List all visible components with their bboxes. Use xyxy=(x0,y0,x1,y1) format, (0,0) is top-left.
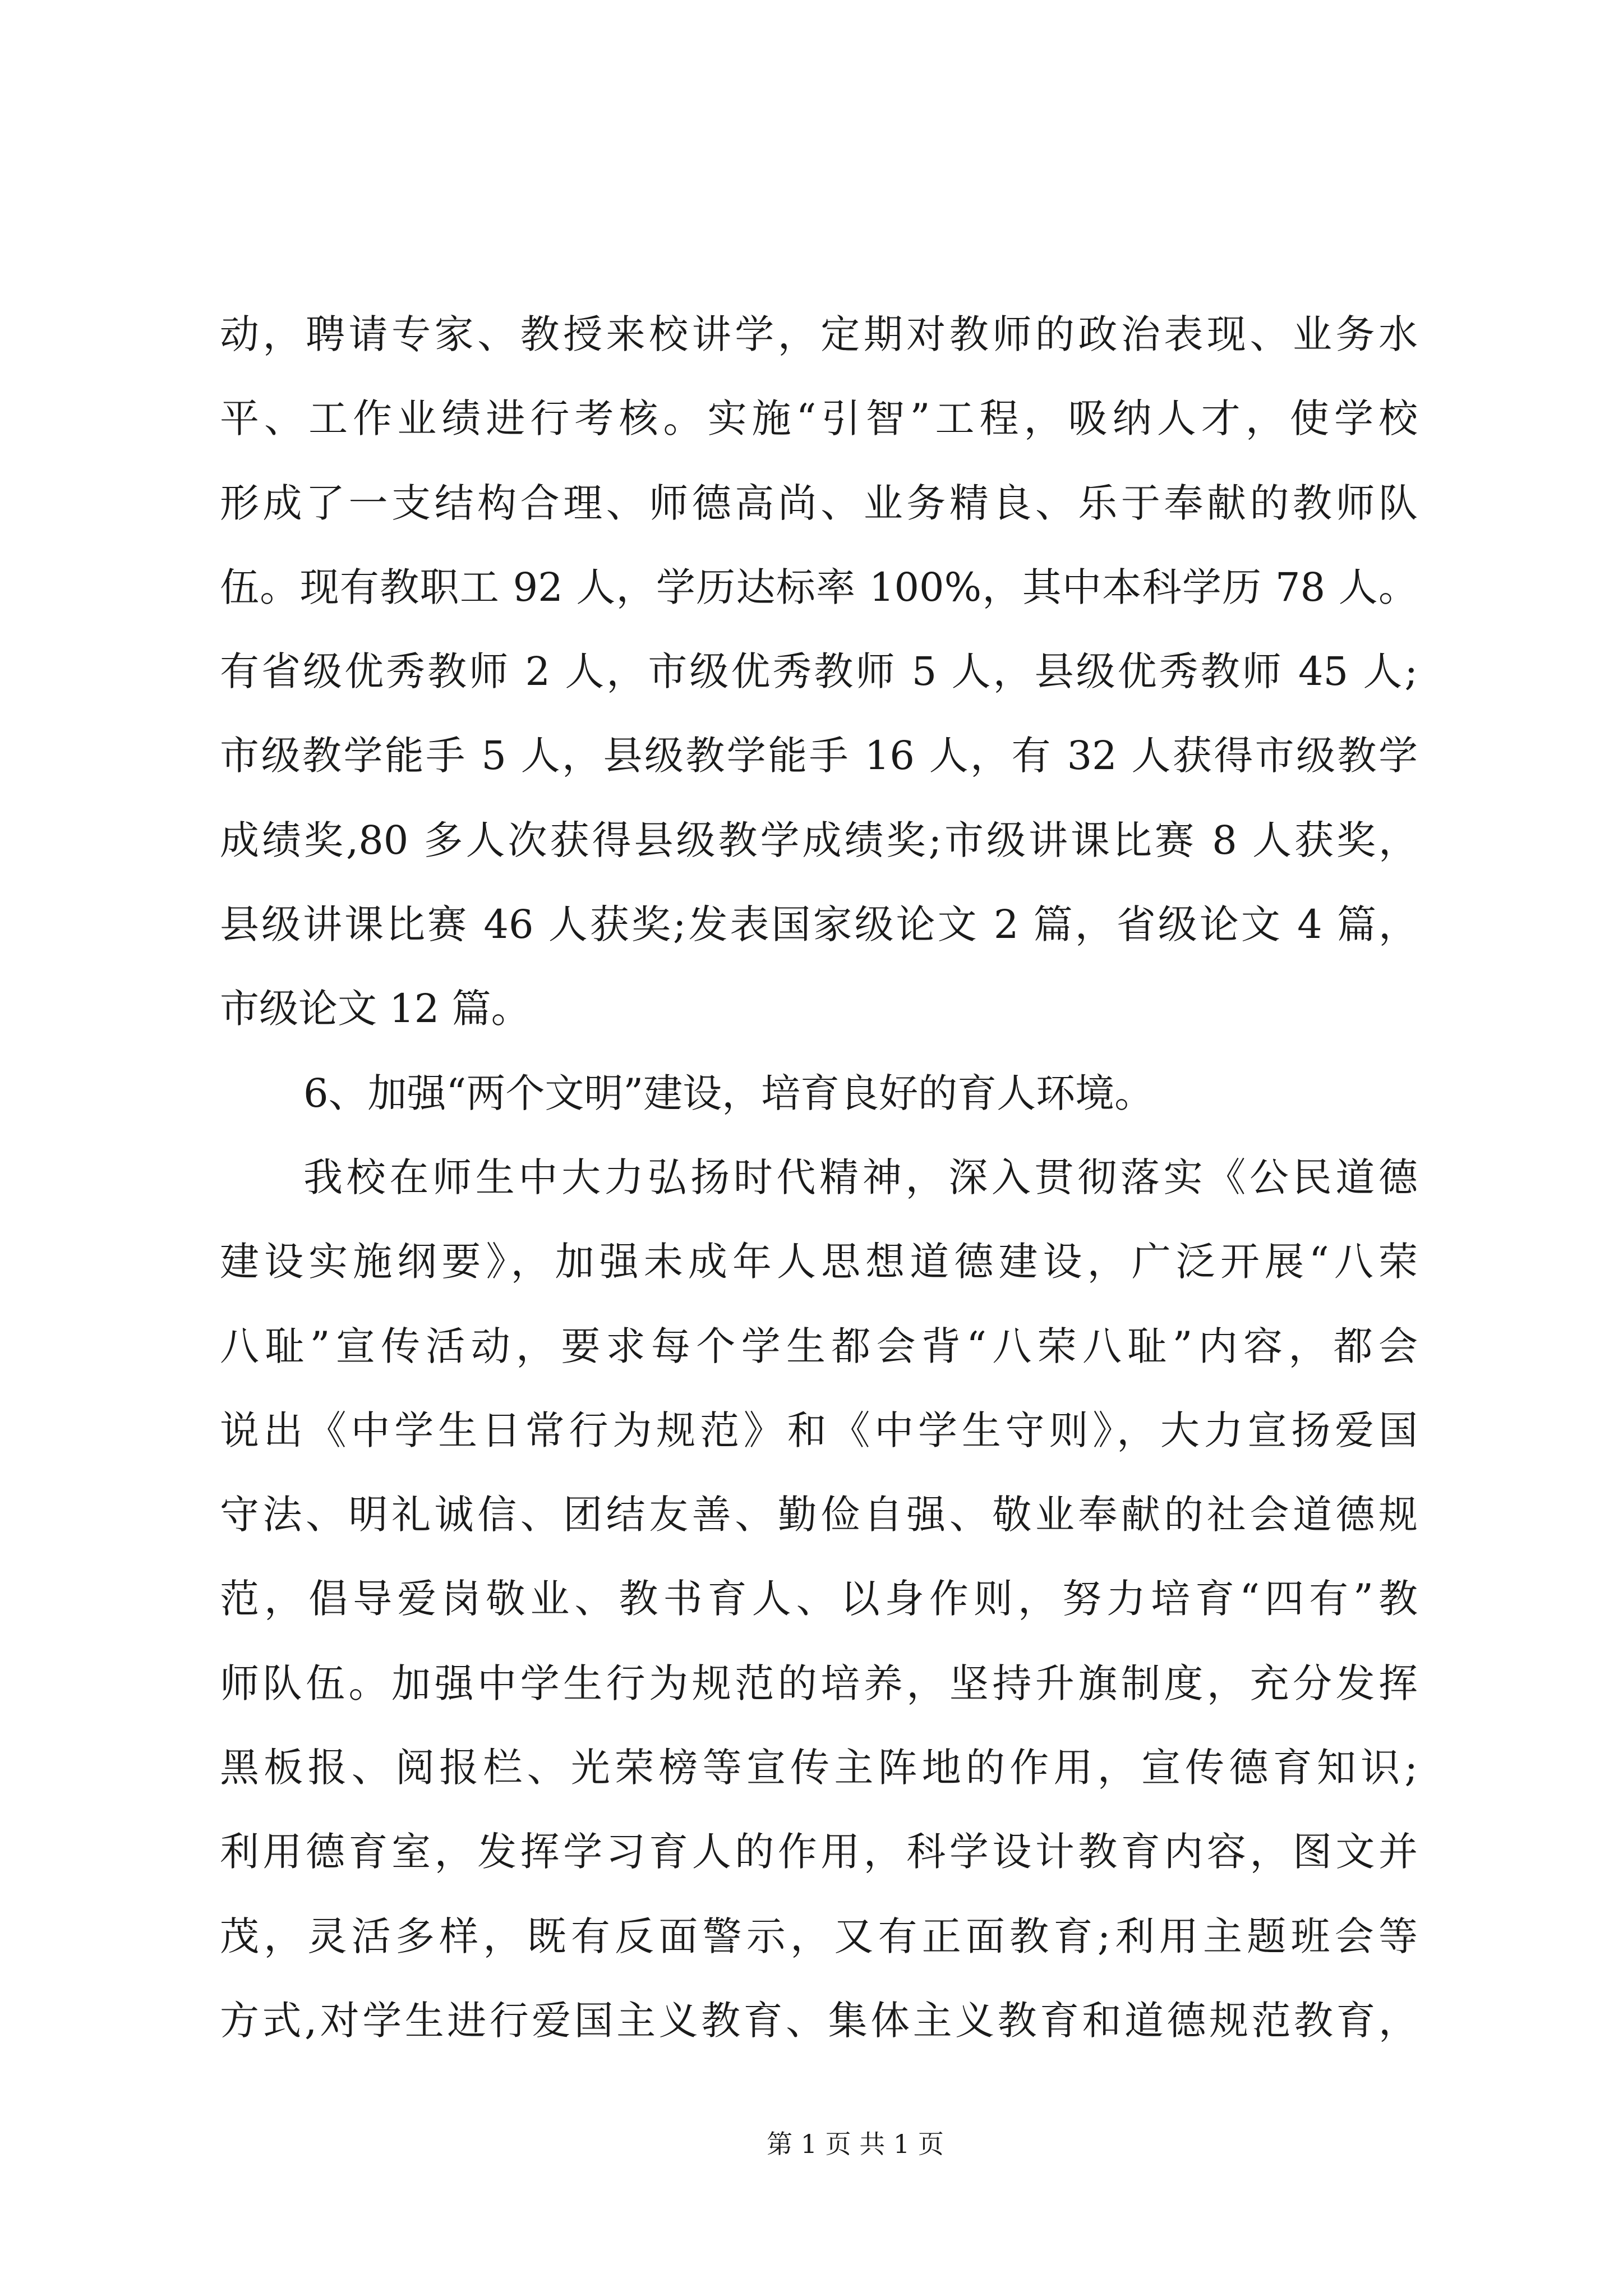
text-line: 伍。现有教职工 92 人，学历达标率 100%，其中本科学历 78 人。 xyxy=(220,564,1418,610)
paragraph xyxy=(220,292,1418,1051)
page-footer: 第 1 页 共 1 页 xyxy=(767,2129,944,2159)
text-line: 平、工作业绩进行考核。实施“引智”工程，吸纳人才，使学校 xyxy=(220,395,1418,442)
text-line: 茂，灵活多样，既有反面警示，又有正面教育;利用主题班会等 xyxy=(220,1913,1418,1959)
text-line: 说出《中学生日常行为规范》和《中学生守则》，大力宣扬爱国 xyxy=(220,1407,1418,1453)
text-line: 我校在师生中大力弘扬时代精神，深入贯彻落实《公民道德 xyxy=(303,1154,1418,1200)
text-line: 黑板报、阅报栏、光荣榜等宣传主阵地的作用，宣传德育知识; xyxy=(220,1745,1418,1791)
text-line: 动，聘请专家、教授来校讲学，定期对教师的政治表现、业务水 xyxy=(220,311,1418,357)
text-line: 成绩奖,80 多人次获得县级教学成绩奖;市级讲课比赛 8 人获奖， xyxy=(220,817,1418,863)
text-line: 形成了一支结构合理、师德高尚、业务精良、乐于奉献的教师队 xyxy=(220,480,1418,526)
text-line: 师队伍。加强中学生行为规范的培养，坚持升旗制度，充分发挥 xyxy=(220,1660,1418,1706)
text-line: 范，倡导爱岗敬业、教书育人、以身作则，努力培育“四有”教 xyxy=(220,1576,1418,1622)
text-line: 方式,对学生进行爱国主义教育、集体主义教育和道德规范教育， xyxy=(220,1997,1418,2044)
text-line: 6、加强“两个文明”建设，培育良好的育人环境。 xyxy=(303,1070,1154,1116)
body-text xyxy=(220,292,1418,2063)
text-line: 守法、明礼诚信、团结友善、勤俭自强、敬业奉献的社会道德规 xyxy=(220,1492,1418,1538)
text-line: 有省级优秀教师 2 人，市级优秀教师 5 人，县级优秀教师 45 人; xyxy=(220,648,1418,695)
text-line: 市级论文 12 篇。 xyxy=(220,986,531,1032)
text-line: 建设实施纲要》，加强未成年人思想道德建设，广泛开展“八荣 xyxy=(220,1239,1418,1285)
paragraph xyxy=(220,1135,1418,2063)
section-heading xyxy=(220,1051,1418,1135)
text-line: 利用德育室，发挥学习育人的作用，科学设计教育内容，图文并 xyxy=(220,1829,1418,1875)
text-line: 县级讲课比赛 46 人获奖;发表国家级论文 2 篇，省级论文 4 篇， xyxy=(220,901,1418,948)
text-line: 市级教学能手 5 人，县级教学能手 16 人，有 32 人获得市级教学 xyxy=(220,733,1418,779)
text-line: 八耻”宣传活动，要求每个学生都会背“八荣八耻”内容，都会 xyxy=(220,1323,1418,1369)
